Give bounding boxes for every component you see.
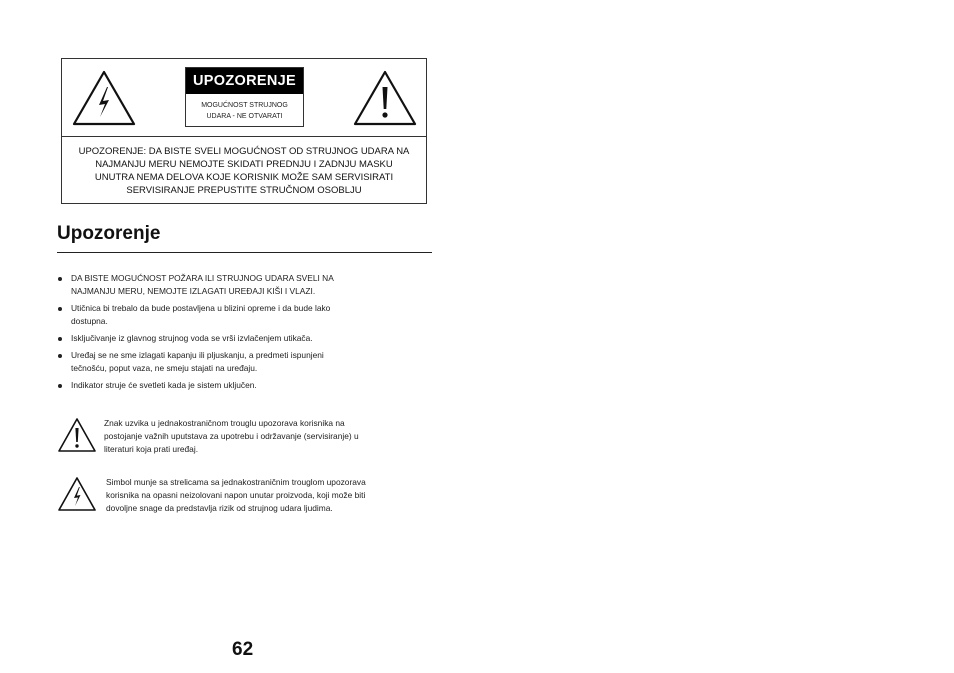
warning-text-line: NAJMANJU MERU NEMOJTE SKIDATI PREDNJU I ZADNJU MASKU bbox=[95, 159, 393, 170]
warning-text bbox=[62, 145, 426, 197]
bullet-dot bbox=[58, 337, 62, 341]
bullet-text: tečnošću, poput vaza, ne smeju stajati na uređaju. bbox=[71, 363, 258, 373]
bullet-text: NAJMANJU MERU, NEMOJTE IZLAGATI UREĐAJI KIŠI I VLAZI. bbox=[71, 286, 316, 296]
section-title: Upozorenje bbox=[57, 223, 161, 244]
symbol-description bbox=[104, 417, 418, 456]
caution-label-title: UPOZORENJE bbox=[186, 68, 303, 94]
bullet-item bbox=[57, 379, 387, 392]
bullet-dot bbox=[58, 354, 62, 358]
symbol-description-line: korisnika na opasni neizolovani napon unutar proizvoda, koji može biti bbox=[106, 490, 366, 500]
title-divider bbox=[57, 252, 432, 253]
lightning-triangle-icon bbox=[71, 69, 137, 127]
exclamation-triangle-icon bbox=[57, 417, 97, 453]
bullet-text: dostupna. bbox=[71, 316, 108, 326]
caution-label-line-2: UDARA - NE OTVARATI bbox=[206, 113, 283, 120]
warning-text-line: UPOZORENJE: DA BISTE SVELI MOGUĆNOST OD STRUJNOG UDARA NA bbox=[78, 146, 410, 157]
bullet-text: DA BISTE MOGUĆNOST POŽARA ILI STRUJNOG UDARA SVELI NA bbox=[71, 273, 334, 283]
bullet-item bbox=[57, 332, 387, 345]
symbol-description-line: literaturi koja prati uređaj. bbox=[104, 444, 199, 454]
symbol-description-line: postojanje važnih uputstava za upotrebu i održavanje (servisiranje) u bbox=[104, 431, 359, 441]
bullet-item bbox=[57, 349, 387, 375]
bullet-item bbox=[57, 272, 387, 298]
caution-label bbox=[185, 67, 304, 127]
bullet-item bbox=[57, 302, 387, 328]
bullet-text: Indikator struje će svetleti kada je sistem uključen. bbox=[71, 380, 257, 390]
warning-text-line: SERVISIRANJE PREPUSTITE STRUČNOM OSOBLJU bbox=[126, 185, 362, 196]
bullet-dot bbox=[58, 277, 62, 281]
bullet-text: Uređaj se ne sme izlagati kapanju ili pljuskanju, a predmeti ispunjeni bbox=[71, 350, 324, 360]
page-number: 62 bbox=[232, 639, 254, 660]
caution-label-line-1: MOGUĆNOST STRUJNOG bbox=[201, 102, 288, 109]
bullet-text: Isključivanje iz glavnog strujnog voda se vrši izvlačenjem utikača. bbox=[71, 333, 313, 343]
safety-bullet-list bbox=[57, 272, 387, 396]
symbol-description-line: Znak uzvika u jednakostraničnom trouglu upozorava korisnika na bbox=[104, 418, 345, 428]
exclamation-triangle-icon bbox=[352, 69, 418, 127]
caution-label-subtitle bbox=[186, 100, 303, 122]
bullet-text: Utičnica bi trebalo da bude postavljena u blizini opreme i da bude lako bbox=[71, 303, 331, 313]
symbol-description bbox=[106, 476, 420, 515]
bullet-dot bbox=[58, 307, 62, 311]
warning-box bbox=[61, 58, 427, 204]
bullet-dot bbox=[58, 384, 62, 388]
warning-text-line: UNUTRA NEMA DELOVA KOJE KORISNIK MOŽE SAM SERVISIRATI bbox=[94, 172, 394, 183]
lightning-triangle-icon bbox=[57, 476, 97, 512]
warning-box-header bbox=[62, 59, 426, 137]
symbol-description-line: dovoljne snage da predstavlja rizik od strujnog udara ljudima. bbox=[106, 503, 333, 513]
symbol-description-line: Simbol munje sa strelicama sa jednakostraničnim trouglom upozorava bbox=[106, 477, 366, 487]
